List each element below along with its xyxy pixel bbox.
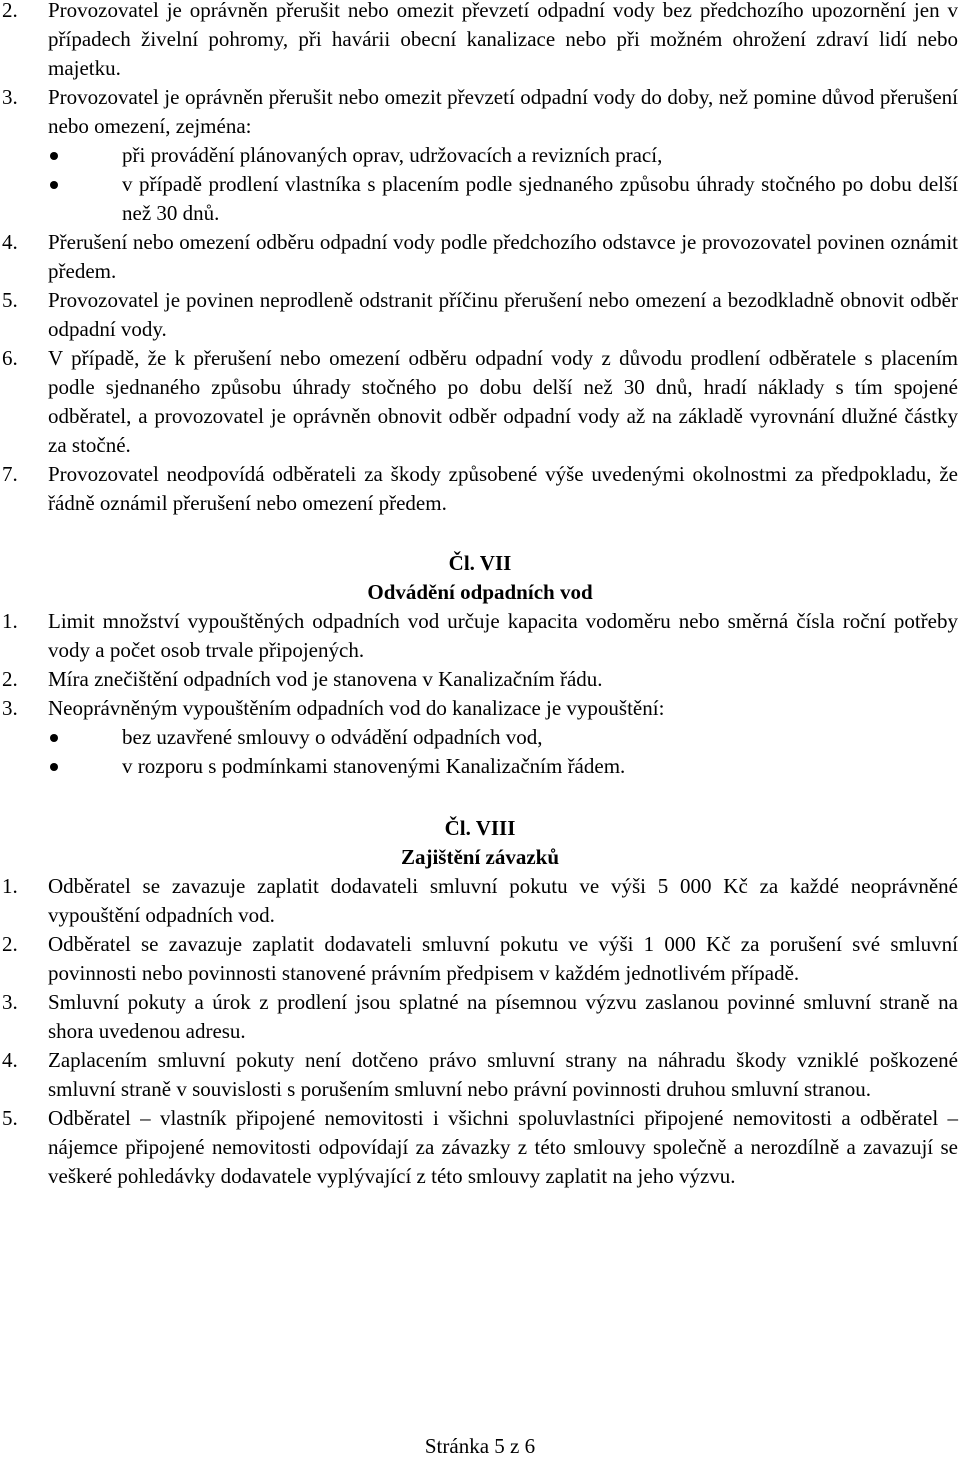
paragraph-text: Odběratel se zavazuje zaplatit dodavateli smluvní pokutu ve výši 5 000 Kč za každé neoprávněné vypouštění odpadních vod. [48, 874, 958, 927]
paragraph [0, 694, 958, 723]
paragraph [0, 344, 958, 460]
paragraph [0, 607, 958, 665]
paragraph-text: Provozovatel je oprávněn přerušit nebo omezit převzetí odpadní vody bez předchozího upozornění jen v případech živelní pohromy, při havárii obecní kanalizace nebo při možném ohrožení zdraví lidí nebo majetku. [48, 0, 958, 80]
paragraph-text: Provozovatel neodpovídá odběrateli za škody způsobené výše uvedenými okolnostmi za předpokladu, že řádně oznámil přerušení nebo omezení předem. [48, 462, 958, 515]
paragraph [0, 0, 958, 83]
bullet-item [0, 752, 958, 781]
paragraph-number: 3. [2, 85, 18, 109]
paragraph-text: Odběratel – vlastník připojené nemovitosti i všichni spoluvlastníci připojené nemovitosti a odběratel – nájemce připojené nemovitosti odpovídají za závazky z této smlouvy společně a nerozdílně a zavazují se veškeré pohledávky dodavatele vyplývající z této smlouvy zaplatit na jeho výzvu. [48, 1106, 958, 1188]
paragraph-number: 3. [2, 696, 18, 720]
bullet-text: v případě prodlení vlastníka s placením podle sjednaného způsobu úhrady stočného po dobu delší než 30 dnů. [122, 172, 958, 225]
article-body [0, 607, 958, 781]
page-footer: Stránka 5 z 6 [424, 1434, 536, 1458]
paragraph [0, 286, 958, 344]
paragraph [0, 460, 958, 518]
article-title: Zajištění závazků [400, 845, 560, 869]
paragraph-number: 1. [2, 609, 18, 633]
article-continuation [0, 0, 958, 518]
paragraph-number: 2. [2, 667, 18, 691]
paragraph [0, 228, 958, 286]
paragraph-text: Smluvní pokuty a úrok z prodlení jsou splatné na písemnou výzvu zaslanou povinné smluvní straně na shora uvedenou adresu. [48, 990, 958, 1043]
article-heading: Čl. VIII [444, 816, 516, 840]
paragraph-text: Provozovatel je povinen neprodleně odstranit příčinu přerušení nebo omezení a bezodkladně obnovit odběr odpadní vody. [48, 288, 958, 341]
paragraph [0, 930, 958, 988]
paragraph-number: 3. [2, 990, 18, 1014]
paragraph [0, 665, 958, 694]
paragraph-number: 2. [2, 932, 18, 956]
paragraph-number: 5. [2, 1106, 18, 1130]
paragraph-number: 7. [2, 462, 18, 486]
paragraph-text: Přerušení nebo omezení odběru odpadní vody podle předchozího odstavce je provozovatel povinen oznámit předem. [48, 230, 958, 283]
paragraph-number: 4. [2, 1048, 18, 1072]
bullet-list [0, 723, 958, 781]
bullet-text: v rozporu s podmínkami stanovenými Kanalizačním řádem. [122, 754, 626, 778]
paragraph-text: Odběratel se zavazuje zaplatit dodavateli smluvní pokutu ve výši 1 000 Kč za porušení své smluvní povinnosti nebo povinnosti stanovené právním předpisem v každém jednotlivém případě. [48, 932, 958, 985]
paragraph-number: 4. [2, 230, 18, 254]
bullet-item [0, 723, 958, 752]
paragraph-text: Míra znečištění odpadních vod je stanovena v Kanalizačním řádu. [48, 667, 603, 691]
paragraph-text: Limit množství vypouštěných odpadních vod určuje kapacita vodoměru nebo směrná čísla roční potřeby vody a počet osob trvale připojených. [48, 609, 958, 662]
paragraph-text: Zaplacením smluvní pokuty není dotčeno právo smluvní strany na náhradu škody vzniklé poškozené smluvní straně v souvislosti s porušením smluvní nebo právní povinnosti druhou smluvní stranou. [48, 1048, 958, 1101]
paragraph-text: V případě, že k přerušení nebo omezení odběru odpadní vody z důvodu prodlení odběratele s placením podle sjednaného způsobu úhrady stočného po dobu delší než 30 dnů, hradí náklady s tím spojené odběratel, a provozovatel je oprávněn obnovit odběr odpadní vody až na základě vyrovnání dlužné částky za stočné. [48, 346, 958, 457]
paragraph [0, 872, 958, 930]
bullet-text: bez uzavřené smlouvy o odvádění odpadních vod, [122, 725, 543, 749]
paragraph [0, 83, 958, 141]
bullet-item [0, 141, 958, 170]
paragraph-number: 5. [2, 288, 18, 312]
paragraph-text: Provozovatel je oprávněn přerušit nebo omezit převzetí odpadní vody do doby, než pomine důvod přerušení nebo omezení, zejména: [48, 85, 958, 138]
paragraph [0, 1046, 958, 1104]
bullet-item [0, 170, 958, 228]
paragraph [0, 988, 958, 1046]
paragraph-number: 1. [2, 874, 18, 898]
paragraph [0, 1104, 958, 1191]
article-title: Odvádění odpadních vod [367, 580, 593, 604]
article-body [0, 872, 958, 1191]
bullet-list [0, 141, 958, 228]
bullet-text: při provádění plánovaných oprav, udržovacích a revizních prací, [122, 143, 663, 167]
article-heading: Čl. VII [448, 551, 512, 575]
paragraph-text: Neoprávněným vypouštěním odpadních vod do kanalizace je vypouštění: [48, 696, 665, 720]
paragraph-number: 2. [2, 0, 18, 22]
paragraph-number: 6. [2, 346, 18, 370]
